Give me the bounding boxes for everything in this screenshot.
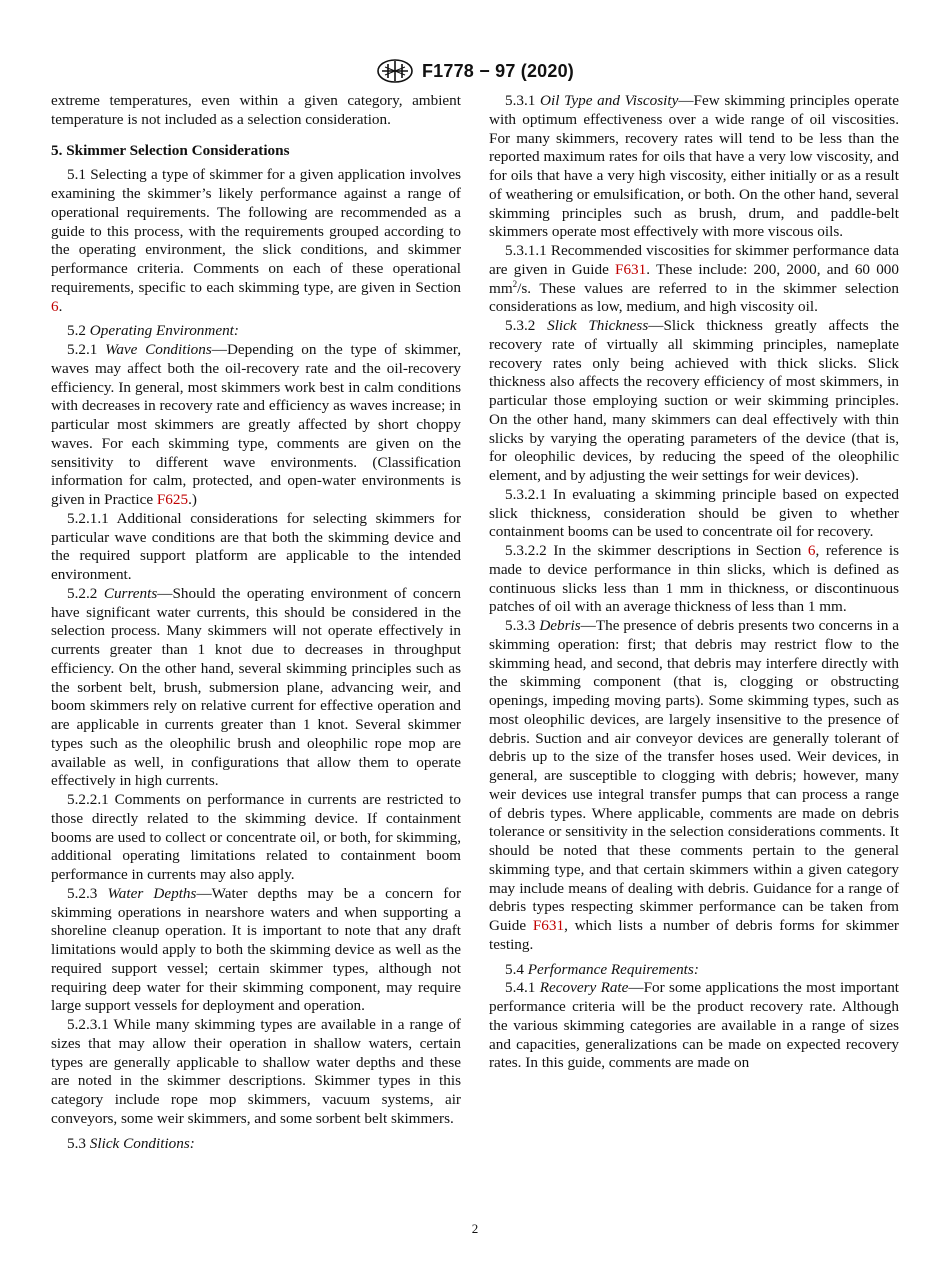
paragraph-5-4: 5.4 Performance Requirements:: [505, 960, 699, 978]
paragraph-5-2-1: 5.2.1 Wave Conditions—Depending on the type of skimmer, waves may affect both the oil-recovery rate and the oil-recovery efficiency. In general, most skimmers work best in calm conditions with decreases in recovery rate and efficiency as waves increase; in particular most skimmers are greatly affected by short choppy waves. For each skimming type, comments are given on the sensitivity to different wave environments. (Classification information for calm, protected, and open-water environments is given in Practice F625.): [51, 341, 461, 508]
paragraph-5-3-2-1: 5.3.2.1 In evaluating a skimming principle based on expected slick thickness, consideration should be given to whether containment booms can be used to concentrate oil for recovery.: [489, 485, 899, 541]
paragraph-continuation: extreme temperatures, even within a given category, ambient temperature is not included as a selection consideration.: [51, 92, 461, 128]
standard-link[interactable]: F625: [156, 491, 189, 508]
paragraph-5-2-2: 5.2.2 Currents—Should the operating environment of concern have significant water currents, this should be considered in the selection process. Many skimmers will not operate effectively in currents greater than 1 knot due to decreases in throughput efficiency. On the other hand, several skimming principles such as the sorbent belt, brush, submersion plane, advancing weir, and boom skimmers rely on relative current for effective operation and are applicable in currents greater than 1 knot. Several skimmer types such as the oleophilic brush and oleophilic rope mop are available as well, in configurations that allow them to operate effectively in high currents.: [51, 584, 461, 790]
paragraph-5-3-1-1: 5.3.1.1 Recommended viscosities for skimmer performance data are given in Guide F631. These include: 200, 2000, and 60 000 $mm^2/s$. These values are referred to in the skimmer selection considerations as low, medium, and high viscosity oil.: [489, 242, 899, 316]
paragraph-5-3-1: 5.3.1 Oil Type and Viscosity—Few skimming principles operate with optimum effectiveness over a wide range of oil viscosities. For many skimmers, recovery rates will tend to be less than the reported maximum rates for oils that have a very low viscosity, and for oils that have a very high viscosity, either initially or as a result of weathering or emulsification, or both. On the other hand, several skimming principles such as brush, drum, and paddle-belt skimmers operate most effectively with more viscous oils.: [489, 92, 899, 241]
paragraph-5-3-2-2: 5.3.2.2 In the skimmer descriptions in Section 6, reference is made to device performance in thin slicks, which is defined as continuous slicks less than 1 mm in thickness, or discontinuous patches of oil with an average thickness of less than 1 mm.: [489, 542, 899, 616]
section-link[interactable]: 6: [807, 542, 816, 559]
right-column: [489, 92, 899, 1073]
paragraph-5-2-1-1: 5.2.1.1 Additional considerations for selecting skimmers for particular wave conditions are that both the skimming device and the required support platform are applicable to the intended environment.: [51, 509, 461, 583]
standard-link[interactable]: F631: [532, 917, 565, 934]
paragraph-5-1: 5.1 Selecting a type of skimmer for a given application involves examining the skimmer’s likely performance against a range of operational requirements. The following are recommended as a guide to this process, with the requirements grouped according to the operating environment, the slick conditions, and skimmer performance criteria. Comments on each of these operational requirements, specific to each skimming type, are given in Section 6.: [51, 166, 461, 315]
page-header: [0, 56, 950, 86]
paragraph-5-3-2: 5.3.2 Slick Thickness—Slick thickness greatly affects the recovery rate of virtually all skimming principles, nameplate recovery rates only being achieved with thick slicks. Slick thickness also affects the recovery efficiency of most skimmers, in particular those employing suction or weir skimming principles. On the other hand, many skimmers can deal effectively with thin slicks by varying the operating parameters of the device (that is, for oleophilic devices, by reducing the speed of the oleophilic element, and by adjusting the weir settings for weir devices).: [489, 317, 899, 484]
section-link[interactable]: 6: [51, 297, 59, 315]
astm-logo-icon: [376, 58, 414, 84]
paragraph-5-2: 5.2 Operating Environment:: [67, 322, 239, 340]
paragraph-5-3-3: 5.3.3 Debris—The presence of debris presents two concerns in a skimming operation: first; that debris may restrict flow to the skimming head, and second, that debris may interfere directly with the skimming component (that is, clogging or obstructing openings, impeding moving parts). Some skimming types, such as most oleophilic devices, are largely insensitive to the presence of debris. Suction and air conveyor devices are generally tolerant of debris up to the size of the transfer hoses used. Weir devices, in general, are susceptible to clogging with debris; however, many weir devices use integral transfer pumps that can process a range of debris types. Where applicable, comments are made on debris tolerance or sensitivity in the selection considerations comments. It should be noted that these comments pertain to the general skimming type, and that certain skimmers within a given category may include means of dealing with debris. Guidance for a range of debris types respecting skimmer performance can be taken from Guide F631, which lists a number of debris forms for skimmer testing.: [489, 617, 900, 953]
paragraph-5-2-3: 5.2.3 Water Depths—Water depths may be a concern for skimming operations in nearshore waters and when supporting a shoreline cleanup operation. It is important to note that any draft limitations would apply to both the skimming device as well as the required support vessel; certain skimmer types, although not requiring deep water for their skimming component, may require large support vessels for deployment and operation.: [51, 884, 462, 1015]
standard-link[interactable]: F631: [615, 260, 647, 278]
paragraph-5-2-3-1: 5.2.3.1 While many skimming types are available in a range of sizes that may allow their operation in shallow waters, certain types are generally applicable to shallow water depths and these are noted in the skimmer descriptions. Skimmer types in this category include rope mop skimmers, vacuum systems, air conveyors, some weir skimmers, and some sorbent belt skimmers.: [51, 1016, 461, 1127]
paragraph-5-3: 5.3 Slick Conditions:: [67, 1134, 195, 1152]
standard-designation: F1778 − 97 (2020): [421, 60, 574, 81]
left-column: [51, 92, 461, 1153]
paragraph-5-2-2-1: 5.2.2.1 Comments on performance in currents are restricted to those directly related to the skimming device. If containment booms are used to collect or concentrate oil, or both, for skimming, additional operating limitations related to containment boom performance in currents may also apply.: [51, 791, 461, 883]
page-number: 2: [471, 1221, 479, 1236]
paragraph-5-4-1: 5.4.1 Recovery Rate—For some applications the most important performance criteria will be the product recovery rate. Although the various skimming categories are available in a range of sizes and capacities, generalizations can be made on expected recovery rates. In this guide, comments are made on: [489, 979, 900, 1072]
section-heading: 5. Skimmer Selection Considerations: [51, 141, 290, 159]
